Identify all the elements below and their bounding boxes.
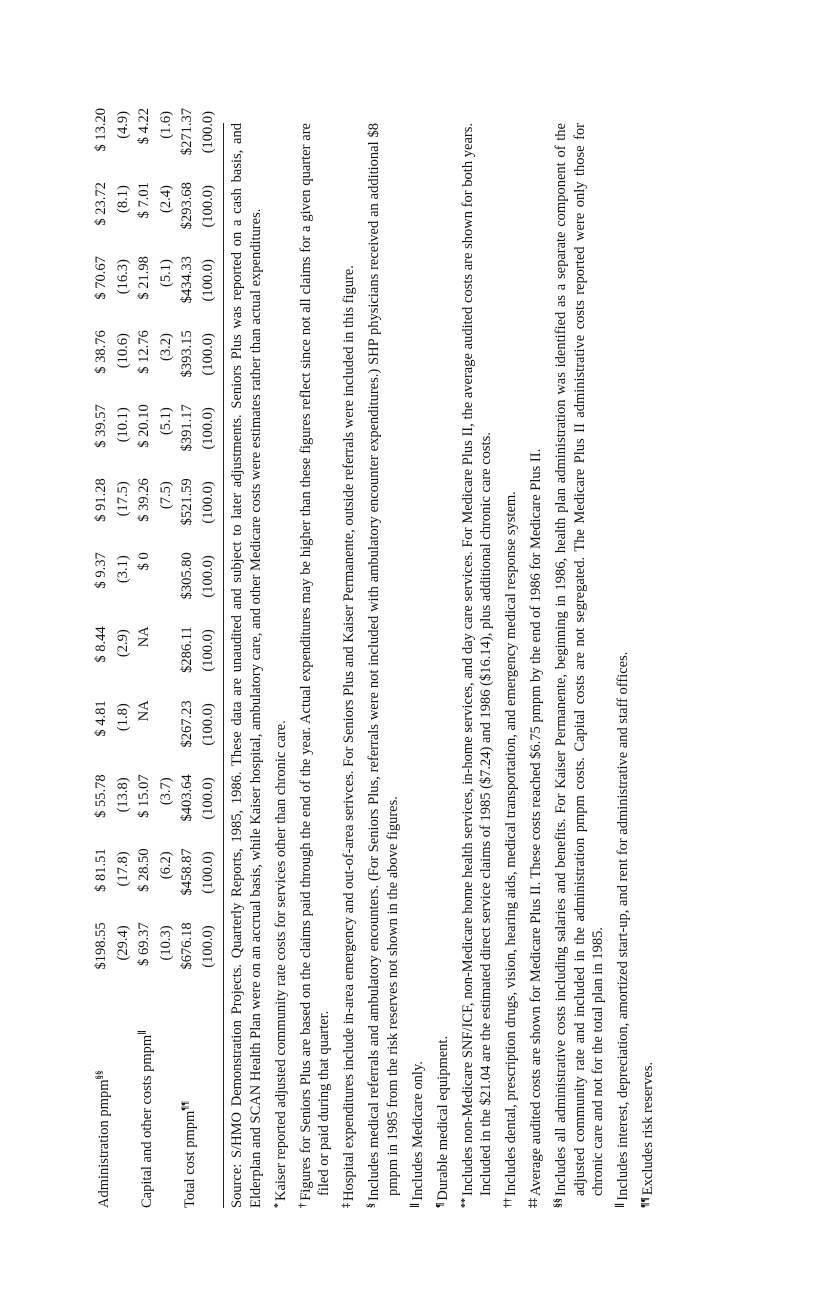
cell-percent: (5.1) <box>157 259 174 287</box>
cell-value: $ 70.67 <box>93 256 110 300</box>
cell-percent: (1.8) <box>114 703 131 732</box>
cell-value: $ 39.26 <box>136 478 153 522</box>
table-row-total-percent <box>199 108 218 1208</box>
footnote: §§Includes all administrative costs including salaries and benefits. For Kaiser Permanente, beginning in 1986, health plan administration was identified as a separate component of the adjusted community rate and included in the administration pmpm costs. Capital costs are not segregated. The Medicare Plus II administrative costs reported were only those for chronic care and not for the total plan in 1985. <box>553 123 607 1208</box>
table-row-capital-percent <box>157 108 176 1208</box>
cell-percent: (5.1) <box>157 407 174 436</box>
footnote: ¶Durable medical equipment. <box>434 1035 451 1208</box>
footnote: **Includes non-Medicare SNF/ICF, non-Medicare home health services, in-home services, and day care services. For Medicare Plus II, the average audited costs are shown for both years. Included in the $21.04 are the estimated direct service claims of 1985 ($7.24) and 1986 ($16.14), plus additional chronic care costs. <box>459 123 495 1208</box>
footnote: ∥Includes interest, depreciation, amortized start-up, and rent for administrative and staff offices. <box>615 651 632 1208</box>
cell-percent: (16.3) <box>114 259 131 295</box>
cell-value: $ 13.20 <box>93 108 110 152</box>
cell-percent: (10.6) <box>114 333 131 369</box>
cell-percent: (2.4) <box>157 185 174 213</box>
cell-percent: (7.5) <box>157 481 174 510</box>
cell-percent: (10.1) <box>114 407 131 443</box>
cell-percent: (13.8) <box>114 777 131 813</box>
rotated-page-content <box>90 108 730 1208</box>
cell-value: $ 15.07 <box>136 774 153 818</box>
cell-value: $458.87 <box>179 848 196 896</box>
cell-value: $393.15 <box>179 330 196 378</box>
cell-percent: (29.4) <box>114 925 131 961</box>
cell-percent: (100.0) <box>200 185 217 228</box>
cell-value: $434.33 <box>179 256 196 304</box>
cell-value: $293.68 <box>179 182 196 230</box>
cell-value: $403.64 <box>179 774 196 822</box>
cell-value: $521.59 <box>179 478 196 526</box>
cell-percent: (3.1) <box>114 555 131 584</box>
cell-percent: (6.2) <box>157 851 174 880</box>
cell-percent: (100.0) <box>200 407 217 450</box>
cell-percent <box>157 552 176 626</box>
cell-percent: (100.0) <box>200 111 217 154</box>
cell-percent: (10.3) <box>157 925 174 961</box>
cell-value: $198.55 <box>93 922 110 970</box>
footnote: ‡Hospital expenditures include in-area emergency and out-of-area serivces. For Seniors Plus and Kaiser Permanente, outside referrals were included in this figure. <box>341 265 358 1208</box>
cell-percent <box>157 700 176 774</box>
cell-value: $ 20.10 <box>136 404 153 448</box>
cell-value: NA <box>136 626 153 648</box>
cell-value: $ 9.37 <box>93 552 110 589</box>
table-divider <box>223 123 224 1208</box>
footnote: *Kaiser reported adjusted community rate costs for services other than chronic care. <box>272 720 289 1208</box>
cell-percent: (100.0) <box>200 925 217 968</box>
cell-percent <box>157 626 176 700</box>
cell-value: $286.11 <box>179 626 196 673</box>
cell-value: $ 28.50 <box>136 848 153 892</box>
cell-value: $676.18 <box>179 922 196 970</box>
table-row-capital <box>133 108 157 1208</box>
cell-value: $ 0 <box>136 552 153 571</box>
cell-value: $267.23 <box>179 700 196 748</box>
cell-percent: (100.0) <box>200 851 217 894</box>
cell-percent: (100.0) <box>200 555 217 598</box>
footnote: §Includes medical referrals and ambulatory encounters. (For Seniors Plus, referrals were not included with ambulatory encounter expenditures.) SHP physicians received an additional $8 pmpm in 1985 from the risk reserves not shown in the above figures. <box>366 123 401 1208</box>
cell-value: $391.17 <box>179 404 196 452</box>
cell-value: $ 23.72 <box>93 182 110 226</box>
cell-percent: (100.0) <box>200 629 217 672</box>
cell-value: $ 81.51 <box>93 848 110 892</box>
footnote: ¶¶Excludes risk reserves. <box>640 1061 657 1208</box>
cell-percent: (17.5) <box>114 481 131 517</box>
cell-value: $ 39.57 <box>93 404 110 448</box>
cell-value: $ 38.76 <box>93 330 110 374</box>
table-row-total <box>176 108 200 1208</box>
cell-value: $ 55.78 <box>93 774 110 818</box>
footnote: ‡‡Average audited costs are shown for Medicare Plus II. These costs reached $6.75 pmpm by the end of 1986 for Medicare Plus II. <box>528 448 545 1208</box>
cell-value: $ 8.44 <box>93 626 110 663</box>
footnote: †Figures for Seniors Plus are based on the claims paid through the end of the year. Actual expenditures may be higher than these figures reflect since not all claims for a given quarter are filed or paid during that quarter. <box>297 123 333 1208</box>
cell-percent: (3.7) <box>157 777 174 806</box>
cell-percent: (100.0) <box>200 481 217 524</box>
cell-value: $ 21.98 <box>136 256 153 300</box>
row-label: Total cost pmpm¶¶ <box>179 1101 198 1208</box>
cell-percent: (17.8) <box>114 851 131 887</box>
footnote: ††Includes dental, prescription drugs, vision, hearing aids, medical transportation, and emergency medical response system. <box>503 491 520 1208</box>
source-note: Source: S/HMO Demonstration Projects. Quarterly Reports, 1985, 1986. These data are unaudited and subject to later adjustments. Seniors Plus was reported on a cash basis, and Elderplan and SCAN Health Plan were on an accrual basis, while Kaiser hospital, ambulatory care, and other Medicare costs were estimates rather than actual expenditures. <box>229 123 264 1208</box>
cell-percent: (100.0) <box>200 259 217 302</box>
cell-value: $305.80 <box>179 552 196 600</box>
table-row-administration-percent <box>114 108 133 1208</box>
cell-value: $271.37 <box>179 108 196 156</box>
table-row-administration <box>90 108 114 1208</box>
cell-percent: (100.0) <box>200 703 217 746</box>
cell-percent: (100.0) <box>200 777 217 820</box>
cell-value: $ 12.76 <box>136 330 153 374</box>
cell-value: NA <box>136 700 153 722</box>
cell-value: $ 69.37 <box>136 922 153 966</box>
cell-percent: (2.9) <box>114 629 131 658</box>
cell-percent: (8.1) <box>114 185 131 213</box>
cell-percent: (100.0) <box>200 333 217 376</box>
cell-percent: (3.2) <box>157 333 174 361</box>
row-label: Capital and other costs pmpm∥ <box>136 1030 155 1208</box>
cell-value: $ 4.81 <box>93 700 110 737</box>
cell-value: $ 4.22 <box>136 108 153 145</box>
cell-value: $ 7.01 <box>136 182 153 219</box>
cell-value: $ 91.28 <box>93 478 110 522</box>
footnotes <box>228 123 658 1208</box>
cell-percent: (4.9) <box>114 111 131 139</box>
footnote: ∥Includes Medicare only. <box>409 1061 426 1208</box>
cost-table <box>90 108 218 1208</box>
cell-percent: (1.6) <box>157 111 174 139</box>
row-label: Administration pmpm§§ <box>94 1070 112 1208</box>
